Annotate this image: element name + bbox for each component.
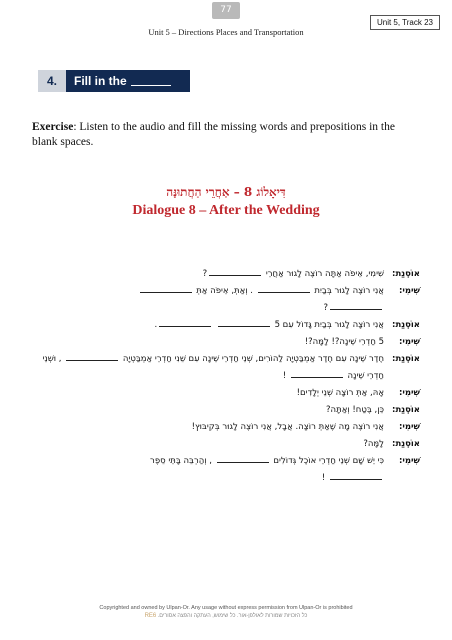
copyright-english: Copyrighted and owned by Ulpan-Or. Any usage without express permission from Ulpan-Or is prohibited	[99, 605, 353, 611]
exercise-text: : Listen to the audio and fill the missing words and prepositions in the blank spaces.	[32, 121, 395, 148]
speaker-shimi: שִׁימִי:	[398, 388, 420, 398]
dialogue-title-english: Dialogue 8 – After the Wedding	[132, 203, 320, 218]
page-number: 77	[212, 2, 240, 19]
dialogue-line	[40, 453, 420, 487]
blank-field[interactable]	[66, 351, 118, 361]
blank-field[interactable]	[330, 470, 382, 480]
blank-field[interactable]	[330, 300, 382, 310]
speaker-osnat: אוֹסְנַת:	[392, 439, 420, 449]
line-text: אֲנִי רוֹצֶה מָה שֶׁאַתְּ רוֹצָה. אֲבָל, אֲנִי רוֹצֶה לָגוּר בְּקִיבּוּץ!	[191, 422, 384, 432]
unit-header: Unit 5 – Directions Places and Transportation	[148, 27, 304, 37]
fill-in-banner	[38, 70, 190, 92]
speaker-osnat: אוֹסְנַת:	[392, 269, 420, 279]
copyright-hebrew: כל הזכויות שמורות לאולפן-אור. כל שימוש, העתקה והפצה אסורים. RE6	[144, 613, 308, 619]
line-text: שִׁימִי, אֵיפֹה אַתָּה רוֹצֶה לָגוּר אַחֲרֵי ?	[40, 266, 384, 283]
line-text: 5 חַדְרֵי שֵׁינָה?! לָמָּה?!	[304, 337, 384, 347]
line-text: לָמָּה?	[363, 439, 384, 449]
dialogue-title-hebrew: דִּיאָלוֹג 8 – אַחֲרֵי הַחֲתוּנָּה	[166, 185, 286, 199]
speaker-osnat: אוֹסְנַת:	[392, 354, 420, 364]
exercise-label: Exercise	[32, 121, 74, 133]
line-text: חֶדֶר שֵׁינָה עִם חֶדֶר אַמְבַּטְיָה לַהוֹרִים, שְׁנֵי חַדְרֵי שֵׁינָה עִם שֵׁנִי חַדְרֵי אַמְבַּטְיָה , וּשְׁנֵי חַדְרֵי שֵׁינָה !	[40, 351, 384, 385]
copyright-footer	[0, 604, 452, 620]
dialogue-line	[40, 402, 420, 419]
speaker-osnat: אוֹסְנַת:	[392, 405, 420, 415]
blank-field[interactable]	[218, 317, 270, 327]
blank-field[interactable]	[291, 368, 343, 378]
banner-number: 4.	[38, 70, 66, 92]
line-text: כִּי יֵשׁ שָׁם שְׁנֵי חַדְרֵי אוֹכֶל גְּדוֹלִים , וְהַרְבֵּה בָּתֵּי סֵפֶר !	[40, 453, 384, 487]
speaker-shimi: שִׁימִי:	[398, 286, 420, 296]
dialogue-line	[40, 283, 420, 317]
exercise-instructions	[32, 120, 422, 150]
speaker-osnat: אוֹסְנַת:	[392, 320, 420, 330]
line-text: אֲנִי רוֹצָה לָגוּר בְּבַיִת גָּדוֹל עִם 5 .	[40, 317, 384, 334]
blank-field[interactable]	[140, 283, 192, 293]
banner-blank-line	[131, 85, 171, 86]
dialogue-line	[40, 317, 420, 334]
speaker-shimi: שִׁימִי:	[398, 337, 420, 347]
blank-field[interactable]	[159, 317, 211, 327]
footer-code: RE6	[144, 613, 157, 619]
dialogue-line	[40, 385, 420, 402]
blank-field[interactable]	[209, 266, 261, 276]
speaker-shimi: שִׁימִי:	[398, 456, 420, 466]
banner-label: Fill in the	[74, 74, 127, 88]
audio-track-label: Unit 5, Track 23	[370, 15, 440, 30]
blank-field[interactable]	[217, 453, 269, 463]
dialogue-line	[40, 334, 420, 351]
dialogue-line	[40, 436, 420, 453]
line-text: כֵּן, בֶּטַח! וְאַתָּה?	[326, 405, 384, 415]
dialogue-line	[40, 266, 420, 283]
speaker-shimi: שִׁימִי:	[398, 422, 420, 432]
dialogue-line	[40, 419, 420, 436]
dialogue	[40, 266, 420, 487]
blank-field[interactable]	[258, 283, 310, 293]
dialogue-line	[40, 351, 420, 385]
line-text: אֲנִי רוֹצֶה לָגוּר בְּבַיִת . וְאַתְּ, אֵיפֹה אַתְּ ?	[40, 283, 384, 317]
line-text: אָהּ, אַתְּ רוֹצָה שְׁנֵי יְלָדִים!	[296, 388, 384, 398]
